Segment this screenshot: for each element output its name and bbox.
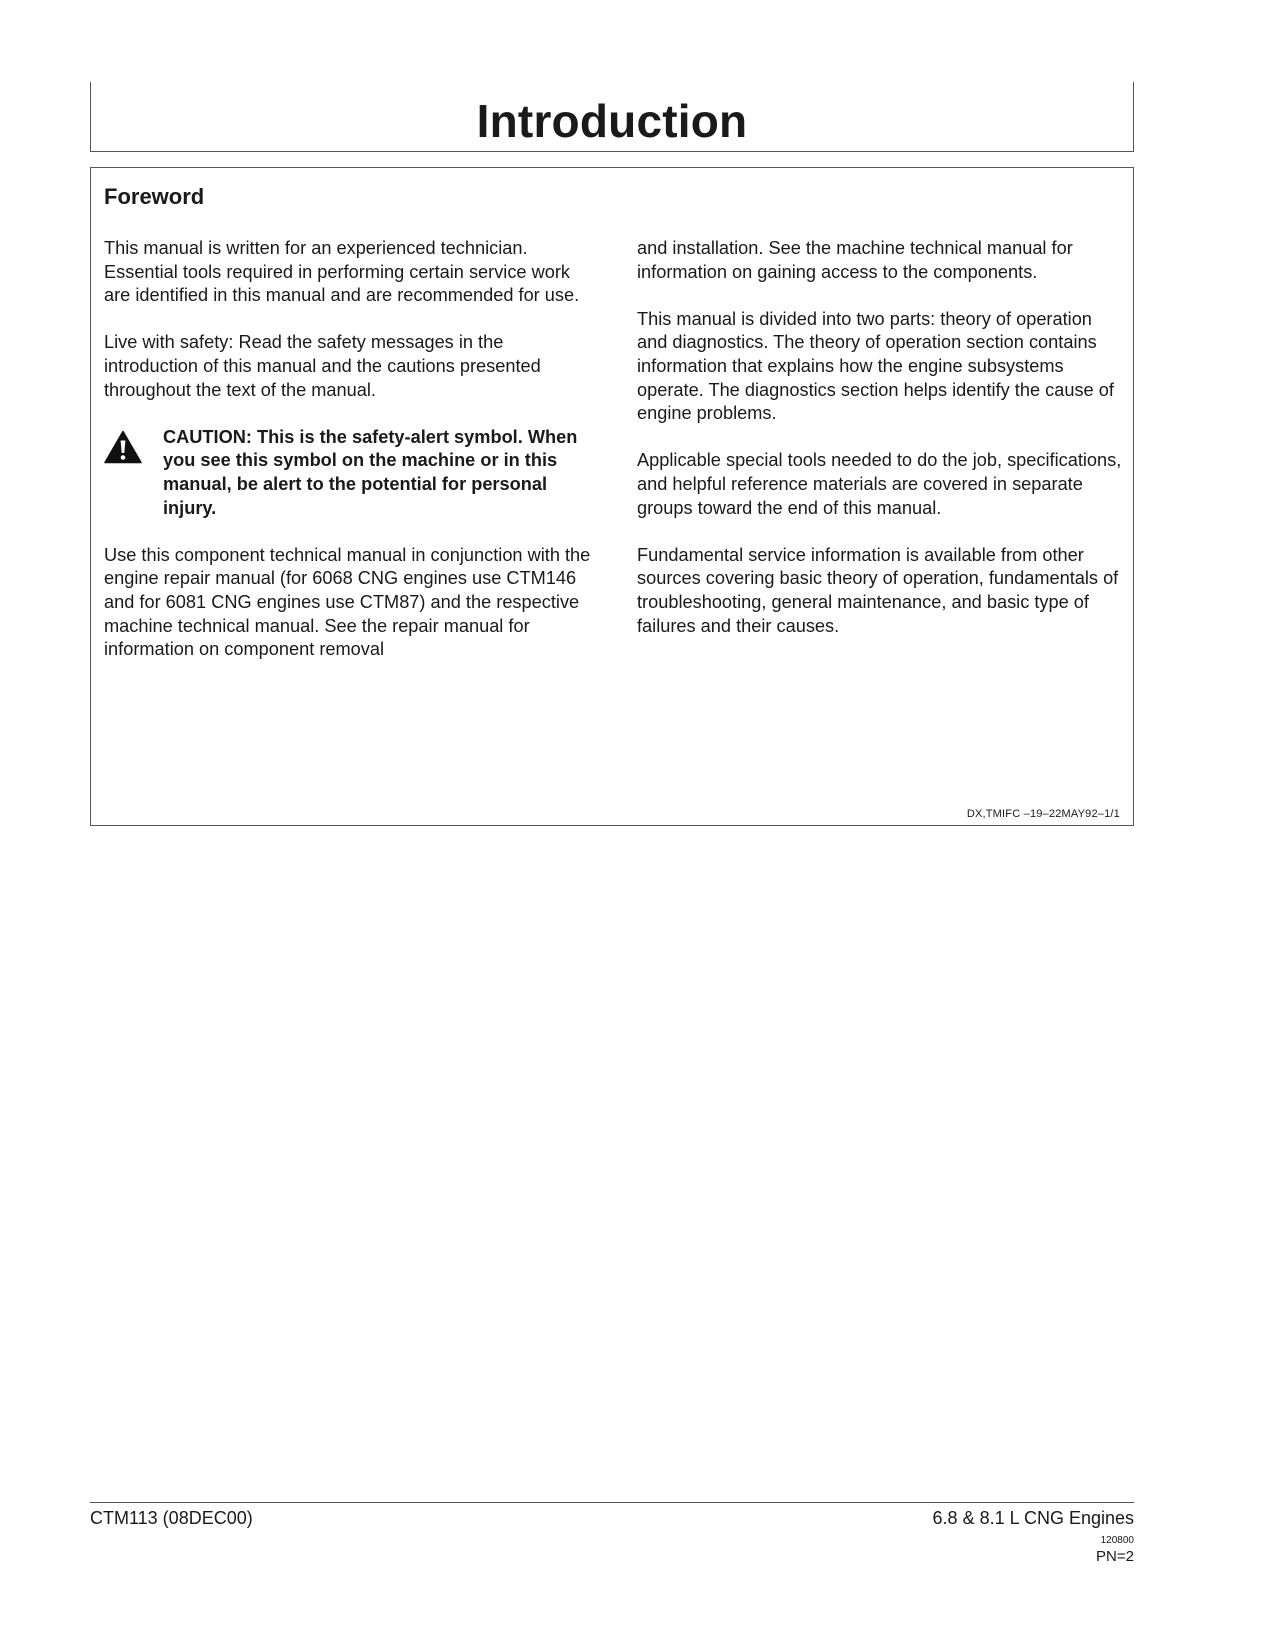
paragraph: Fundamental service information is available from other sources covering basic theory of operation, fundamentals of troubleshooting, general maintenance, and basic type of failures and their causes. [637,544,1119,636]
paragraph: Applicable special tools needed to do the job, specifications, and helpful reference materials are covered in separate groups toward the end of this manual. [637,450,1122,518]
footer-product-name: 6.8 & 8.1 L CNG Engines [932,1508,1134,1528]
footer-page-number: PN=2 [1096,1548,1134,1565]
warning-triangle-icon [104,430,142,464]
footer-date-code: 120800 [1100,1535,1134,1546]
footer-divider [90,1502,1134,1503]
right-column [637,237,1127,662]
foreword-box [90,167,1134,826]
reference-code: DX,TMIFC –19–22MAY92–1/1 [966,808,1120,820]
paragraph: Live with safety: Read the safety messages in the introduction of this manual and the cautions presented throughout the text of the manual. [104,332,541,400]
paragraph: and installation. See the machine technical manual for information on gaining access to the components. [637,238,1073,282]
paragraph: This manual is written for an experienced technician. Essential tools required in performing certain service work are identified in this manual and are recommended for use. [104,238,580,306]
caution-block [104,426,594,520]
paragraph: Use this component technical manual in conjunction with the engine repair manual (for 6068 CNG engines use CTM146 and for 6081 CNG engines use CTM87) and the respective machine technical manual. See the repair manual for information on component removal [104,544,591,660]
paragraph: This manual is divided into two parts: theory of operation and diagnostics. The theory of operation section contains information that explains how the engine subsystems operate. The diagnostics section helps identify the cause of engine problems. [637,308,1114,424]
caution-text: CAUTION: This is the safety-alert symbol. When you see this symbol on the machine or in this manual, be alert to the potential for personal injury. [163,426,578,518]
page-title: Introduction [476,95,748,147]
footer-manual-id: CTM113 (08DEC00) [90,1508,253,1528]
section-heading: Foreword [104,184,205,209]
left-column [104,237,594,685]
page-header [90,82,1134,152]
